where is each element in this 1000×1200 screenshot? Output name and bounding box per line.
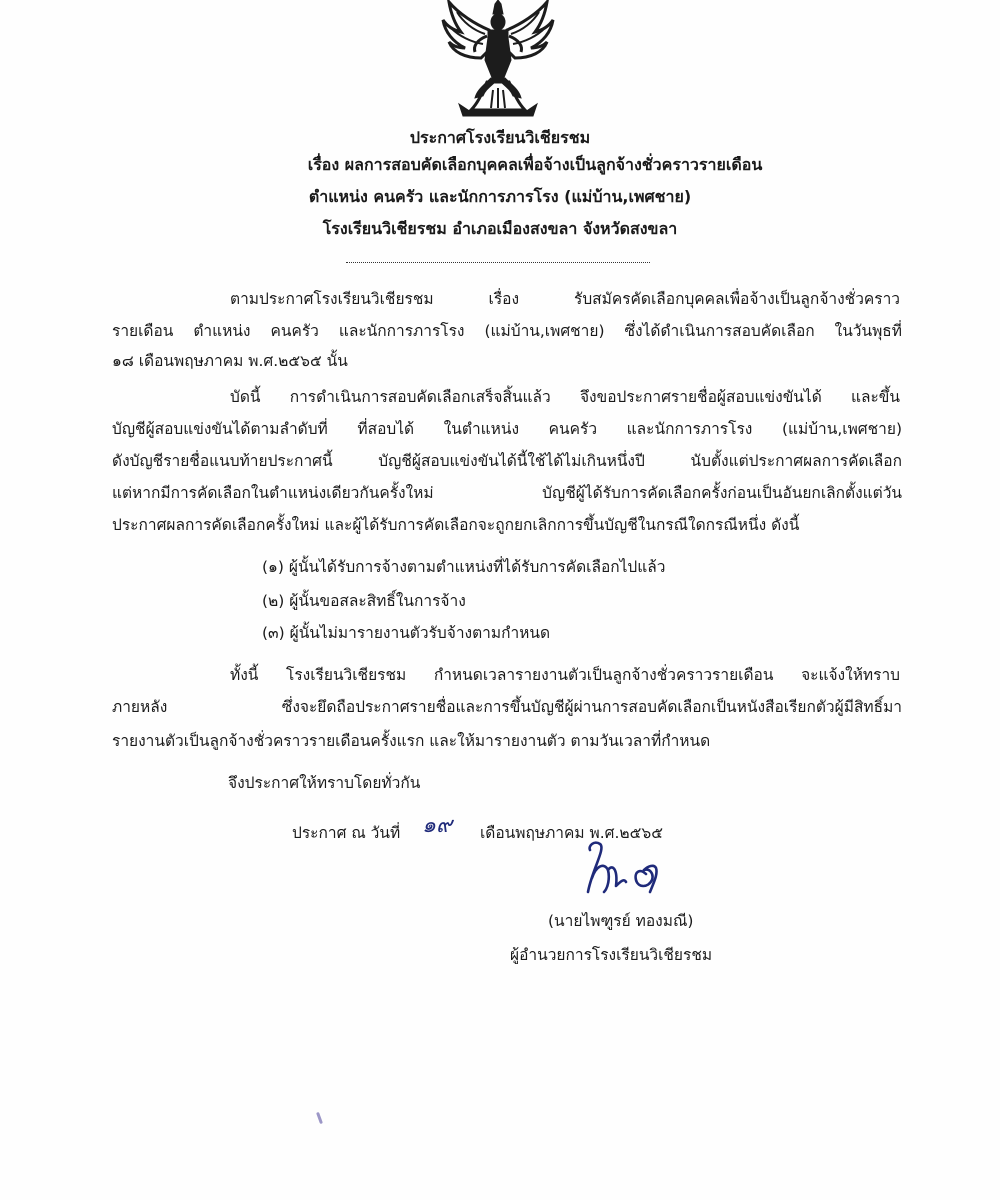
paragraph-2-line-3: ดังบัญชีรายชื่อแนบท้ายประกาศนี้ บัญชีผู้สอบแข่งขันได้นี้ใช้ได้ไม่เกินหนึ่งปี นับตั้งแต่ประกาศผลการคัดเลือก — [112, 452, 902, 470]
paragraph-3-line-2: ภายหลัง ซึ่งจะยึดถือประกาศรายชื่อและการขึ้นบัญชีผู้ผ่านการสอบคัดเลือกเป็นหนังสือเรียกตัวผู้มีสิทธิ์มา — [112, 698, 902, 716]
announcement-title: ประกาศโรงเรียนวิเชียรชม — [409, 128, 591, 147]
paragraph-1-line-3: ๑๘ เดือนพฤษภาคม พ.ศ.๒๕๖๕ นั้น — [112, 352, 348, 370]
signature-scribble-icon — [578, 836, 683, 906]
condition-item-3: (๓) ผู้นั้นไม่มารายงานตัวรับจ้างตามกำหนด — [262, 624, 551, 642]
paragraph-2-line-5: ประกาศผลการคัดเลือกครั้งใหม่ และผู้ได้รับการคัดเลือกจะถูกยกเลิกการขึ้นบัญชีในกรณีใดกรณีหนึ่ง ดังนี้ — [112, 516, 800, 534]
paragraph-1-line-1: ตามประกาศโรงเรียนวิเชียรชม เรื่อง รับสมัครคัดเลือกบุคคลเพื่อจ้างเป็นลูกจ้างชั่วคราว — [230, 290, 900, 308]
closing-statement: จึงประกาศให้ทราบโดยทั่วกัน — [228, 774, 421, 792]
ink-speck — [316, 1112, 323, 1124]
announcement-subject: เรื่อง ผลการสอบคัดเลือกบุคคลเพื่อจ้างเป็นลูกจ้างชั่วคราวรายเดือน — [307, 155, 763, 174]
date-suffix: เดือนพฤษภาคม พ.ศ.๒๕๖๕ — [480, 824, 663, 842]
announcement-school-location: โรงเรียนวิเชียรชม อำเภอเมืองสงขลา จังหวัดสงขลา — [322, 219, 678, 238]
condition-item-1: (๑) ผู้นั้นได้รับการจ้างตามตำแหน่งที่ได้รับการคัดเลือกไปแล้ว — [262, 558, 666, 576]
paragraph-1-line-2: รายเดือน ตำแหน่ง คนครัว และนักการภารโรง (แม่บ้าน,เพศชาย) ซึ่งได้ดำเนินการสอบคัดเลือก ในวันพุธที่ — [112, 322, 902, 340]
paragraph-2-line-1: บัดนี้ การดำเนินการสอบคัดเลือกเสร็จสิ้นแล้ว จึงขอประกาศรายชื่อผู้สอบแข่งขันได้ และขึ้น — [230, 388, 900, 406]
signatory-title: ผู้อำนวยการโรงเรียนวิเชียรชม — [510, 946, 713, 964]
paragraph-3-line-1: ทั้งนี้ โรงเรียนวิเชียรชม กำหนดเวลารายงานตัวเป็นลูกจ้างชั่วคราวรายเดือน จะแจ้งให้ทราบ — [230, 666, 900, 684]
date-prefix: ประกาศ ณ วันที่ — [292, 824, 401, 842]
garuda-emblem-icon — [437, 0, 559, 118]
signatory-name: (นายไพฑูรย์ ทองมณี) — [548, 912, 694, 930]
paragraph-3-line-3: รายงานตัวเป็นลูกจ้างชั่วคราวรายเดือนครั้งแรก และให้มารายงานตัว ตามวันเวลาที่กำหนด — [112, 732, 711, 750]
handwritten-day: ๑๙ — [422, 813, 453, 838]
paragraph-2-line-2: บัญชีผู้สอบแข่งขันได้ตามลำดับที่ ที่สอบได้ ในตำแหน่ง คนครัว และนักการภารโรง (แม่บ้าน,เพศชาย) — [112, 420, 902, 438]
announcement-position: ตำแหน่ง คนครัว และนักการภารโรง (แม่บ้าน,เพศชาย) — [308, 187, 692, 206]
condition-item-2: (๒) ผู้นั้นขอสละสิทธิ์ในการจ้าง — [262, 592, 466, 610]
dotted-divider — [346, 262, 650, 263]
paragraph-2-line-4: แต่หากมีการคัดเลือกในตำแหน่งเดียวกันครั้งใหม่ บัญชีผู้ได้รับการคัดเลือกครั้งก่อนเป็นอันยกเลิกตั้งแต่วัน — [112, 484, 902, 502]
